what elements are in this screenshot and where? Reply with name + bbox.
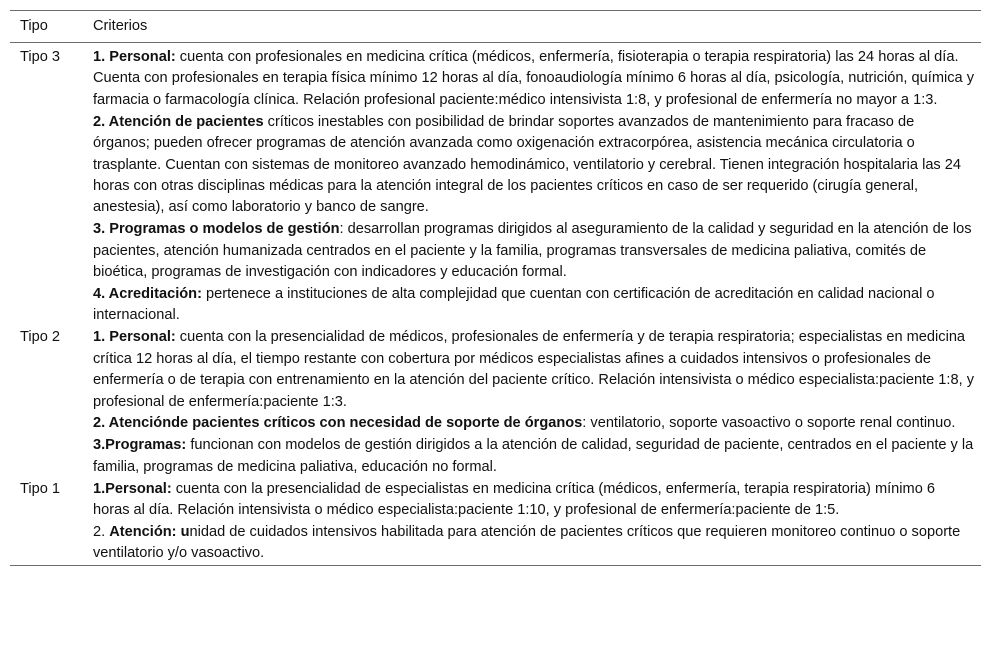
- tipo-cell: Tipo 1: [20, 480, 61, 497]
- table-row-tipo-3: [10, 43, 981, 328]
- table-row-tipo-1: [10, 479, 981, 566]
- tipo-cell: Tipo 3: [20, 49, 61, 65]
- table-row-tipo-2: [10, 327, 981, 478]
- tipo-cell: Tipo 2: [20, 329, 61, 346]
- criterion-text: funcionan con modelos de gestión dirigidos a la atención de calidad, seguridad de paciente, centrados en el paciente y la familia, programas de medicina paliativa, educación no formal.: [93, 437, 974, 475]
- criterion-title: 2. Atenciónde pacientes críticos con necesidad de soporte de órganos: [93, 415, 583, 432]
- criterion-title: 4. Acreditación:: [93, 285, 202, 302]
- column-header-criterios: Criterios: [93, 18, 148, 34]
- criterion-item: [93, 522, 975, 565]
- criterion-title: 3.Programas:: [93, 437, 187, 454]
- criterion-number: 2.: [93, 523, 110, 540]
- criterion-text: : desarrollan programas dirigidos al aseguramiento de la calidad y seguridad en la atención de los pacientes, atención humanizada centrados en el paciente y la familia, programas transversales de medicina paliativa, comités de bioética, programas de investigación con indicadores y educación formal.: [93, 221, 972, 281]
- criterion-text: cuenta con profesionales en medicina crítica (médicos, enfermería, fisioterapia o terapia respiratoria) las 24 horas al día. Cuenta con profesionales en terapia física mínimo 12 horas al día, fonoaudiología mínimo 6 horas al día, psicología, nutrición, química y farmacia o farmacología clínica. Relación profesional paciente:médico intensivista 1:8, y profesional de enfermería no mayor a 1:3.: [93, 49, 974, 108]
- column-header-tipo: Tipo: [20, 18, 48, 34]
- criterion-item: [93, 479, 975, 522]
- criterion-title: 2. Atención de pacientes: [93, 113, 264, 130]
- criterion-item: [93, 219, 975, 283]
- criterion-item: [93, 413, 975, 434]
- criterion-title: 3. Programas o modelos de gestión: [93, 221, 340, 238]
- criterion-item: [93, 435, 975, 478]
- criterion-text: : ventilatorio, soporte vasoactivo o soporte renal continuo.: [582, 415, 956, 432]
- criterios-cell: [93, 479, 981, 566]
- criterion-text: cuenta con la presencialidad de especialistas en medicina crítica (médicos, enfermería, terapia respiratoria) mínimo 6 horas al día. Relación intensivista o médico especialista:paciente 1:10, y profesional de enfermería:paciente de 1:5.: [93, 480, 935, 519]
- table-header-row: [10, 11, 981, 43]
- criterios-cell: [93, 327, 981, 478]
- criterion-text: nidad de cuidados intensivos habilitada para atención de pacientes críticos que requieren monitoreo continuo o soporte ventilatorio y/o vasoactivo.: [93, 523, 961, 562]
- criterion-text: críticos inestables con posibilidad de brindar soportes avanzados de mantenimiento para fracaso de órganos; pueden ofrecer programas de atención avanzada como oxigenación extracorpórea, asistencia mecánica circulatoria o trasplante. Cuentan con sistemas de monitoreo avanzado hemodinámico, ventilatorio y cerebral. Tienen integración hospitalaria las 24 horas con otras disciplinas médicas para la atención integral de los pacientes críticos en caso de ser requerido (cirugía general, anestesia), así como laboratorio y banco de sangre.: [93, 113, 962, 216]
- criterios-cell: [93, 43, 981, 328]
- criterion-item: [93, 112, 975, 219]
- criterion-item: [93, 284, 975, 327]
- criterion-title: Atención: u: [109, 523, 190, 540]
- criterion-item: [93, 327, 975, 413]
- criterion-title: 1. Personal:: [93, 329, 176, 346]
- criterion-text: pertenece a instituciones de alta complejidad que cuentan con certificación de acreditación en calidad nacional o internacional.: [93, 285, 935, 324]
- criterion-text: cuenta con la presencialidad de médicos, profesionales de enfermería y de terapia respiratoria; especialistas en medicina crítica 12 horas al día, el tiempo restante con cobertura por médicos especialistas afines a cuidados intensivos o profesionales de enfermería o de terapia con entrenamiento en la atención del paciente crítico. Relación intensivista o médico especialista:paciente 1:8, y profesional de enfermería:paciente 1:3.: [93, 329, 975, 410]
- criterion-title: 1.Personal:: [93, 480, 172, 497]
- criterion-title: 1. Personal:: [93, 49, 176, 65]
- criterion-item: [93, 47, 975, 111]
- criteria-table: [10, 10, 981, 566]
